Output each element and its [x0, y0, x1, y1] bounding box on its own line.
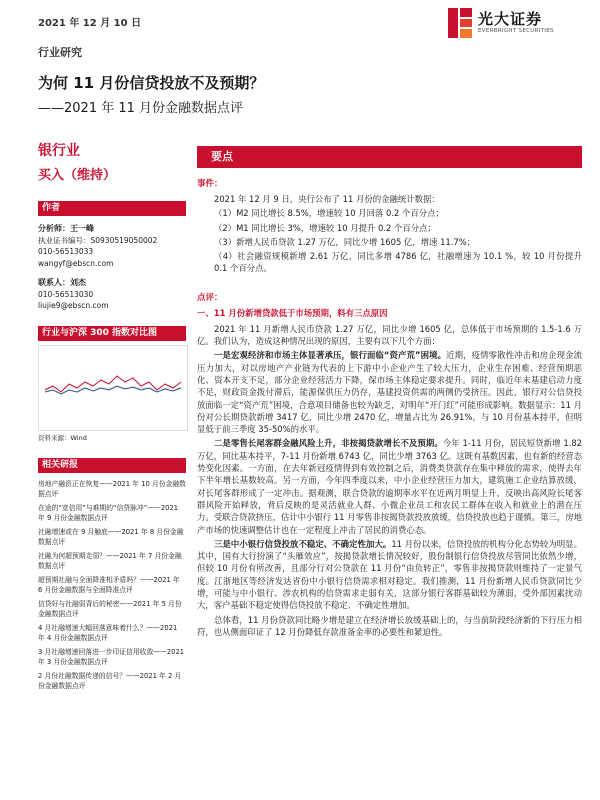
paragraph-3-body: 今年 1-11 月份，居民短贷新增 1.82 万亿，同比基本持平，7-11 月份新增 6743 亿，同比少增 3763 亿。这既有基数因素，也有新的经营态势变化因素。一方面，在去年新冠疫情得到有效控制之后，消费类贷款存在集中释放的需求，使得去年下半年增长基数较高。另一方面，今年四季度以来，中小企业经营压力加大，建筑施工企业结算放缓，对长尾客群形成了一定冲击。据观测，联合贷款的逾期率水平在近两月明显上升，反映出高风险长尾客群风险开始释放，背后反映的是灵活就业人群、小微企业员工和农民工群体在收入和就业上的潜在压力。受联合贷款挤压，估计中小银行 11 月零售非按揭贷款投放放缓，信贷投放也趋于谨慎。第三，房地产市场的快速调整估计也在一定程度上冲击了居民的消费心态。 [197, 438, 583, 535]
author-heading: 作者 [38, 201, 186, 216]
event-list [197, 207, 582, 274]
research-link[interactable]: 3 月社融增速回落进一步印证信用收敛——2021 年 3 月份金融数据点评 [38, 648, 185, 666]
brand-logo [448, 6, 578, 40]
contact-email[interactable]: liujie9@ebscn.com [38, 301, 109, 310]
index-comparison-chart [38, 345, 188, 431]
index-comparison-plot [39, 346, 187, 430]
contact-phone: 010-56513030 [38, 289, 94, 299]
event-item: （1）M2 同比增长 8.5%，增速较 10 月回落 0.2 个百分点； [214, 208, 444, 219]
report-category: 行业研究 [38, 46, 82, 59]
paragraph-2-lead: 一是宏观经济和市场主体显著承压，银行面临“资产荒”困境。 [214, 350, 447, 361]
related-research-heading: 相关研报 [38, 458, 186, 473]
rating: 买入（维持） [38, 168, 117, 183]
series-line-bank [45, 376, 181, 392]
industry-name: 银行业 [38, 143, 80, 159]
chart-heading: 行业与沪深 300 指数对比图 [38, 326, 186, 341]
comment-label: 点评： [197, 292, 223, 303]
event-item: （3）新增人民币贷款 1.27 万亿，同比少增 1605 亿，增速 11.7%； [214, 236, 476, 247]
analyst-name: 分析师：王一峰 [38, 224, 94, 233]
contact-name: 联系人：刘杰 [38, 278, 86, 287]
report-subtitle: ——2021 年 11 月份金融数据点评 [38, 101, 244, 116]
paragraph-4-lead: 三是中小银行信贷投放不稳定、不确定性加大。 [214, 538, 392, 549]
report-title: 为何 11 月份信贷投放不及预期？ [38, 74, 265, 92]
main-content [197, 146, 582, 638]
event-item: （4）社会融资规模新增 2.61 万亿，同比多增 4786 亿，社融增速为 10.1 %，较 10 月份提升 0.1 个百分点。 [214, 251, 582, 274]
research-link[interactable]: 2 月份社融数据传递的信号？——2021 年 2 月份金融数据点评 [38, 672, 182, 690]
paragraph-4-body: 11 月份以来，信贷投放的机构分化态势较为明显。其中，国有大行扮演了“头雁效应”，按揭贷款增长情况较好，股份制银行信贷投放尽管同比依然少增，但较 10 月份有所改善，且部分行对公贷款在 11 月份“由负转正”，零售非按揭贷款则维持了一定景气度。江浙地区等经济发达省份中小银行信贷需求相对稳定。我们推测，11 月份新增人民币贷款同比少增，可能与中小银行、涉农机构的信贷需求走弱有关，这部分银行客群基础较为薄弱，受外部因素扰动大，客户基础不稳定使得信贷投放不稳定、不确定性增加。 [197, 538, 582, 611]
research-link[interactable]: 4 月社融增速大幅回落意味着什么？——2021 年 4 月份金融数据点评 [38, 624, 178, 642]
paragraph-3-lead: 二是零售长尾客群金融风险上升，非按揭贷款增长不及预期。 [214, 438, 443, 449]
key-points-bar: 要点 [197, 146, 582, 168]
logo-name: 光大证券 [478, 10, 543, 28]
author-info [38, 223, 186, 312]
chart-source: 资料来源：Wind [38, 433, 87, 442]
research-link[interactable]: 社融增速或在 9 月触底——2021 年 8 月份金融数据点评 [38, 528, 184, 546]
paragraph-2 [197, 349, 582, 435]
research-link[interactable]: 超预期社融与全面降准相矛盾吗？——2021 年 6 月份金融数据与全面降准点评 [38, 576, 180, 594]
paragraph-1: 2021 年 11 月新增人民币贷款 1.27 万亿，同比少增 1605 亿，总体低于市场预期的 1.5-1.6 万亿。我们认为，造成这种情况出现的原因，主要有以下几个方面： [197, 323, 582, 347]
research-link[interactable]: 信贷好与社融弱背后的秘密——2021 年 5 月份金融数据点评 [38, 600, 182, 618]
paragraph-3 [197, 437, 582, 535]
analyst-email[interactable]: wangyf@ebscn.com [38, 258, 114, 268]
paragraph-2-body: 近期，疫情零散性冲击和房企现金流压力加大，对以房地产产业链为代表的上下游中小企业产生了较大压力，企业生存困难、经营预期恶化、资本开支不足，部分企业经营活力下降，保市场主体稳定要求提升。同时，临近年末基建启动力度不足，财政资金拨付滞后，能源保供压力仍存，基建投资供需的两侧仍受挤压。因此，银行对公信贷投放面临一定“资产荒”困境，合意项目储备也较为缺乏，对明年“开门红”可能形成影响。数据显示：11 月份对公长期贷款新增 3417 亿，同比少增 2470 亿，增量占比为 26.91%，与 10 月份基本持平，但明显低于前三季度 35-50%的水平。 [197, 350, 582, 435]
research-link[interactable]: 社融为何超预期走弱？——2021 年 7 月份金融数据点评 [38, 552, 182, 570]
paragraph-4 [197, 538, 582, 612]
event-intro: 2021 年 12 月 9 日，央行公布了 11 月份的金融统计数据： [214, 194, 440, 204]
research-link[interactable]: 房地产融资正在恢复——2021 年 10 月份金融数据点评 [38, 480, 186, 498]
section-heading-1: 一、11 月份新增贷款低于市场预期，料有三点原因 [197, 307, 388, 318]
related-research-list [38, 479, 186, 691]
report-date: 2021 年 12 月 10 日 [38, 18, 142, 29]
paragraph-5: 总体看，11 月份贷款同比略少增是建立在经济增长放缓基础上的，与当前阶段经济新的下行压力相符，也从侧面印证了 12 月份降低存款准备金率的必要性和紧迫性。 [197, 614, 582, 637]
logo-english: EVERBRIGHT SECURITIES [478, 28, 554, 34]
sidebar [38, 140, 186, 695]
analyst-phone: 010-56513033 [38, 247, 94, 256]
research-link[interactable]: 在途的“宽信用”与难期的“信贷脉冲”——2021 年 9 月份金融数据点评 [38, 504, 179, 522]
event-item: （2）M1 同比增长 3%，增速较 10 月提升 0.2 个百分点； [214, 222, 436, 233]
logo-mark-icon [448, 8, 472, 38]
analyst-license: 执业证书编号：S0930519050002 [38, 235, 158, 245]
event-label: 事件： [197, 179, 223, 189]
